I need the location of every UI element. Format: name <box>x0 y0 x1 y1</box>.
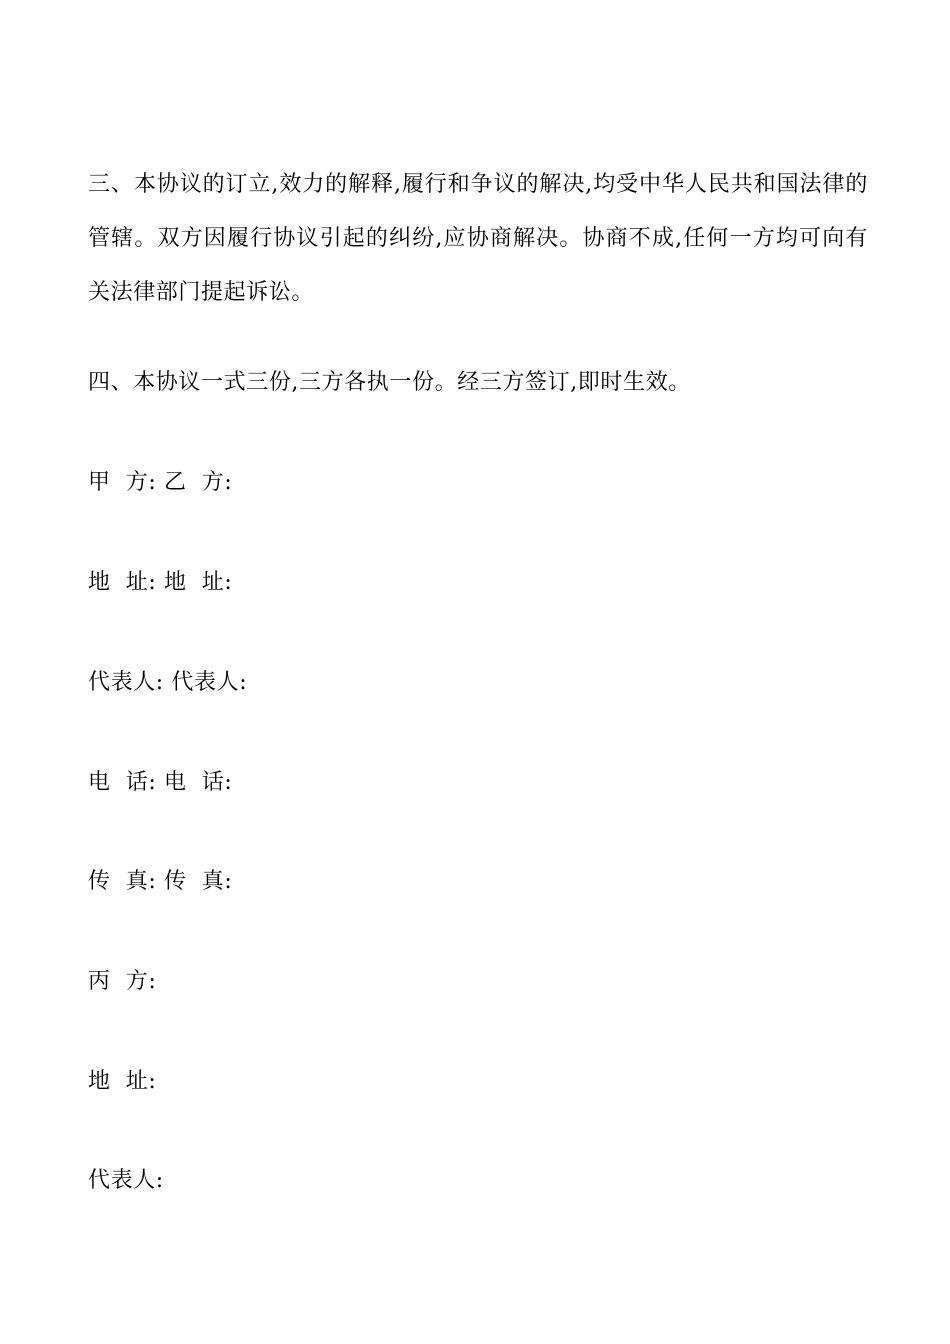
clause-4-paragraph: 四、本协议一式三份,三方各执一份。经三方签订,即时生效。 <box>88 370 691 395</box>
phone-ab-line: 电 话: 电 话: <box>88 770 233 795</box>
party-c-line: 丙 方: <box>88 969 157 994</box>
representative-ab-line: 代表人: 代表人: <box>88 670 248 695</box>
party-c-representative-line: 代表人: <box>88 1168 164 1193</box>
party-ab-line: 甲 方: 乙 方: <box>88 470 233 495</box>
clause-3-paragraph: 三、本协议的订立,效力的解释,履行和争议的解决,均受中华人民共和国法律的管辖。双方因履行协议引起的纠纷,应协商解决。协商不成,任何一方均可向有关法律部门提起诉讼。 <box>88 172 868 305</box>
fax-ab-line: 传 真: 传 真: <box>88 869 233 894</box>
address-ab-line: 地 址: 地 址: <box>88 570 233 595</box>
party-c-address-line: 地 址: <box>88 1069 157 1094</box>
